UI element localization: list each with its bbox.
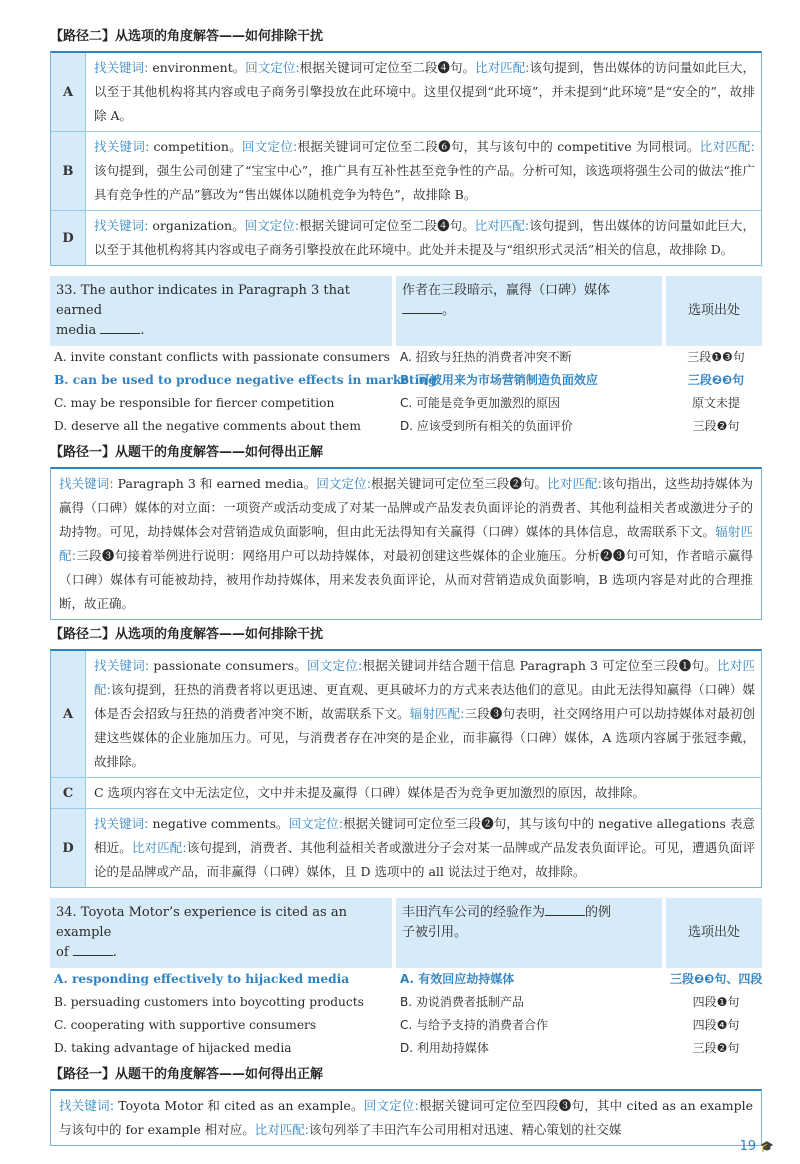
option-source: 原文未提	[691, 396, 740, 410]
row-label: A	[51, 651, 86, 777]
analysis-row-c	[51, 777, 761, 808]
analysis-sentence: 该句列举了丰田汽车公司用相对迅速、精心策划的社交媒	[308, 1122, 622, 1137]
answer-blank	[100, 321, 140, 334]
row-label: D	[51, 809, 86, 887]
option-cn: D. 应该受到所有相关的负面评价	[400, 419, 573, 433]
stem-text: of	[56, 945, 69, 960]
option-en: B. persuading customers into boycotting products	[54, 995, 364, 1009]
analysis-sentence: Paragraph 3 和 earned media。	[113, 476, 317, 491]
keyword-label: 回文定位:	[316, 476, 371, 491]
keyword-label: 比对匹配:	[94, 658, 755, 697]
section-heading-path-one: 【路径一】从题干的角度解答——如何得出正解	[50, 1067, 324, 1082]
analysis-sentence: environment。	[148, 60, 246, 75]
option-cn-correct: A. 有效回应劫持媒体	[400, 972, 515, 986]
keyword-label: 辐射匹配:	[409, 706, 465, 721]
option-source: 四段❹句	[692, 1018, 740, 1032]
analysis-sentence: 三段❸句表明，社交网络用户可以劫持媒体对最初创建这些媒体的企业施加压力。可见，与消费者存在冲突的是企业，而非赢得（口碑）媒体，A 选项内容属于张冠李戴，故排除。	[94, 706, 755, 769]
source-header: 选项出处	[666, 276, 762, 346]
option-en: C. cooperating with supportive consumers	[54, 1018, 317, 1032]
option-en-correct: B. can be used to produce negative effects in marketing	[54, 373, 437, 387]
keyword-label: 比对匹配:	[131, 840, 187, 855]
answer-analysis-box	[50, 1089, 762, 1146]
option-cn: D. 利用劫持媒体	[400, 1041, 489, 1055]
question-stem-cn	[396, 898, 662, 968]
answer-analysis-box	[50, 467, 762, 620]
answer-blank	[402, 301, 442, 314]
analysis-sentence: Toyota Motor 和 cited as an example。	[114, 1098, 364, 1113]
analysis-sentence: 该句提到，售出媒体的访问量如此巨大，以至于其他机构将其内容或电子商务引擎投放在此环境中。此处并未提及与“组织形式灵活”相关的信息，故排除 D。	[94, 218, 755, 257]
keyword-label: 回文定位:	[245, 60, 300, 75]
analysis-sentence: C 选项内容在文中无法定位，文中并未提及赢得（口碑）媒体是否为竞争更加激烈的原因，故排除。	[94, 785, 646, 800]
option-cn: B. 劝说消费者抵制产品	[400, 995, 524, 1009]
row-label: D	[51, 211, 86, 265]
option-cn: C. 可能是竞争更加激烈的原因	[400, 396, 561, 410]
analysis-sentence: 根据关键词并结合题干信息 Paragraph 3 可定位至三段❶句。	[362, 658, 717, 673]
analysis-sentence: 根据关键词可定位至二段❹句。	[299, 60, 476, 75]
keyword-label: 回文定位:	[307, 658, 363, 673]
page-content	[50, 22, 762, 1146]
keyword-label: 回文定位:	[288, 816, 344, 831]
stem-text: 子被引用。	[402, 925, 468, 940]
option-source: 四段❶句	[692, 995, 740, 1009]
analysis-row-b	[51, 131, 761, 210]
analysis-sentence: competition。	[149, 139, 243, 154]
analysis-sentence: organization。	[148, 218, 245, 233]
stem-text: 作者在三段暗示，赢得（口碑）媒体	[402, 283, 611, 298]
row-label: B	[51, 132, 86, 210]
option-en: D. taking advantage of hijacked media	[54, 1041, 292, 1055]
keyword-label: 找关键词:	[94, 218, 149, 233]
keyword-label: 回文定位:	[242, 139, 298, 154]
analysis-sentence: 根据关键词可定位至二段❻句，其与该句中的 competitive 为同根词。	[297, 139, 700, 154]
option-cn-correct: B. 可被用来为市场营销制造负面效应	[400, 373, 598, 387]
option-source: 三段❶❸句	[687, 350, 745, 364]
keyword-label: 比对匹配:	[475, 60, 530, 75]
graduation-cap-icon: 🎓	[760, 1140, 774, 1153]
option-cn: C. 与给予支持的消费者合作	[400, 1018, 549, 1032]
page-number-text: 19	[739, 1139, 757, 1154]
answer-blank	[545, 903, 585, 916]
keyword-label: 回文定位:	[363, 1098, 419, 1113]
analysis-row-d	[51, 808, 761, 887]
analysis-sentence: 该句提到，售出媒体的访问量如此巨大，以至于其他机构将其内容或电子商务引擎投放在此环境中。这里仅提到“此环境”，并未提到“此环境”是“安全的”，故排除 A。	[94, 60, 755, 123]
analysis-sentence: 根据关键词可定位至二段❹句。	[299, 218, 475, 233]
keyword-label: 比对匹配:	[547, 476, 602, 491]
option-analysis-box	[50, 649, 762, 888]
analysis-sentence: 该句提到，强生公司创建了“宝宝中心”，推广具有互补性甚至竞争性的产品。分析可知，该选项将强生公司的做法“推广具有竞争性的产品”篡改为“售出媒体以随机竞争为特色”，故排除 B。	[94, 163, 755, 202]
option-en: C. may be responsible for fiercer competition	[54, 396, 335, 410]
option-analysis-box	[50, 51, 762, 266]
keyword-label: 找关键词:	[59, 1098, 115, 1113]
answer-blank	[73, 943, 113, 956]
keyword-label: 比对匹配:	[474, 218, 530, 233]
section-heading-path-one: 【路径一】从题干的角度解答——如何得出正解	[50, 445, 324, 460]
stem-text: 丰田汽车公司的经验作为	[402, 905, 546, 920]
stem-text: 33. The author indicates in Paragraph 3 that earned	[56, 283, 350, 318]
analysis-text	[86, 809, 761, 887]
analysis-sentence: 根据关键词可定位至三段❷句，其与该句中的 negative allegations 表意相近。	[94, 816, 756, 855]
analysis-sentence: negative comments。	[148, 816, 289, 831]
analysis-sentence: passionate consumers。	[149, 658, 308, 673]
keyword-label: 比对匹配:	[254, 1122, 309, 1137]
analysis-text	[86, 778, 761, 808]
section-heading-path-two: 【路径二】从选项的角度解答——如何排除干扰	[50, 627, 324, 642]
analysis-sentence: 三段❸句接着举例进行说明：网络用户可以劫持媒体，对最初创建这些媒体的企业施压。分析❷❸句可知，作者暗示赢得（口碑）媒体有可能被劫持，被用作劫持媒体，用来发表负面评论，从而对营销造成负面影响，B 选项内容是对此的合理推断，故正确。	[59, 548, 753, 611]
question-33-table	[50, 276, 762, 438]
analysis-sentence: 该句提到，狂热的消费者将以更迅速、更直观、更具破坏力的方式来表达他们的意见。由此无法得知赢得（口碑）媒体是否会招致与狂热的消费者冲突不断，故需联系下文。	[94, 682, 755, 721]
analysis-sentence: 该句提到，消费者、其他利益相关者或激进分子会对某一品牌或产品发表负面评论。可见，遭遇负面评论的是品牌或产品，而非赢得（口碑）媒体，且 D 选项中的 all 说法过于绝对，故排除。	[94, 840, 755, 879]
keyword-label: 找关键词:	[59, 476, 114, 491]
option-en: D. deserve all the negative comments about them	[54, 419, 361, 433]
keyword-label: 找关键词:	[94, 60, 149, 75]
analysis-sentence: 根据关键词可定位至四段❸句，其中 cited as an example 与该句中的 for example 相对应。	[59, 1098, 754, 1137]
option-source: 三段❷句	[692, 419, 740, 433]
keyword-label: 比对匹配:	[699, 139, 756, 154]
question-stem-en: 33. The author indicates in Paragraph 3 that earned media .	[50, 276, 392, 346]
row-label: C	[51, 778, 86, 808]
analysis-row-d	[51, 210, 761, 265]
option-cn: A. 招致与狂热的消费者冲突不断	[400, 350, 572, 364]
keyword-label: 回文定位:	[244, 218, 300, 233]
option-source: 三段❷句	[692, 1041, 740, 1055]
keyword-label: 找关键词:	[94, 139, 150, 154]
row-label: A	[51, 53, 86, 131]
option-en: A. invite constant conflicts with passionate consumers	[54, 350, 390, 364]
question-stem-cn	[396, 276, 662, 346]
analysis-text	[86, 651, 761, 777]
stem-text: 的例	[585, 905, 612, 920]
keyword-label: 找关键词:	[94, 816, 149, 831]
analysis-sentence: 该句指出，这些劫持媒体为赢得（口碑）媒体的对立面：一项资产或活动变成了对某一品牌或产品发表负面评论的消费者、其他利益相关者或激进分子的劫持物。可见，劫持媒体会对营销造成负面影响，但由此无法得知有关赢得（口碑）媒体的具体信息，故需联系下文。	[59, 476, 753, 539]
option-source-correct: 三段❷❸句、四段	[670, 972, 763, 986]
question-34-table	[50, 898, 762, 1060]
analysis-text	[86, 132, 761, 210]
stem-text: 34. Toyota Motor’s experience is cited as an example	[56, 905, 347, 940]
stem-text: 。	[442, 303, 456, 318]
option-en-correct: A. responding effectively to hijacked media	[54, 972, 350, 986]
keyword-label: 找关键词:	[94, 658, 150, 673]
analysis-row-a	[51, 53, 761, 131]
stem-text: media	[56, 323, 97, 338]
analysis-text	[86, 53, 761, 131]
analysis-text	[86, 211, 761, 265]
source-header: 选项出处	[666, 898, 762, 968]
question-stem-en: 34. Toyota Motor’s experience is cited as an example of .	[50, 898, 392, 968]
page-number	[740, 1139, 774, 1154]
section-heading-path-two: 【路径二】从选项的角度解答——如何排除干扰	[50, 29, 324, 44]
option-source-correct: 三段❷❸句	[687, 373, 745, 387]
analysis-row-a	[51, 651, 761, 777]
keyword-label: 辐射匹配:	[59, 524, 753, 563]
analysis-sentence: 根据关键词可定位至三段❷句。	[370, 476, 548, 491]
